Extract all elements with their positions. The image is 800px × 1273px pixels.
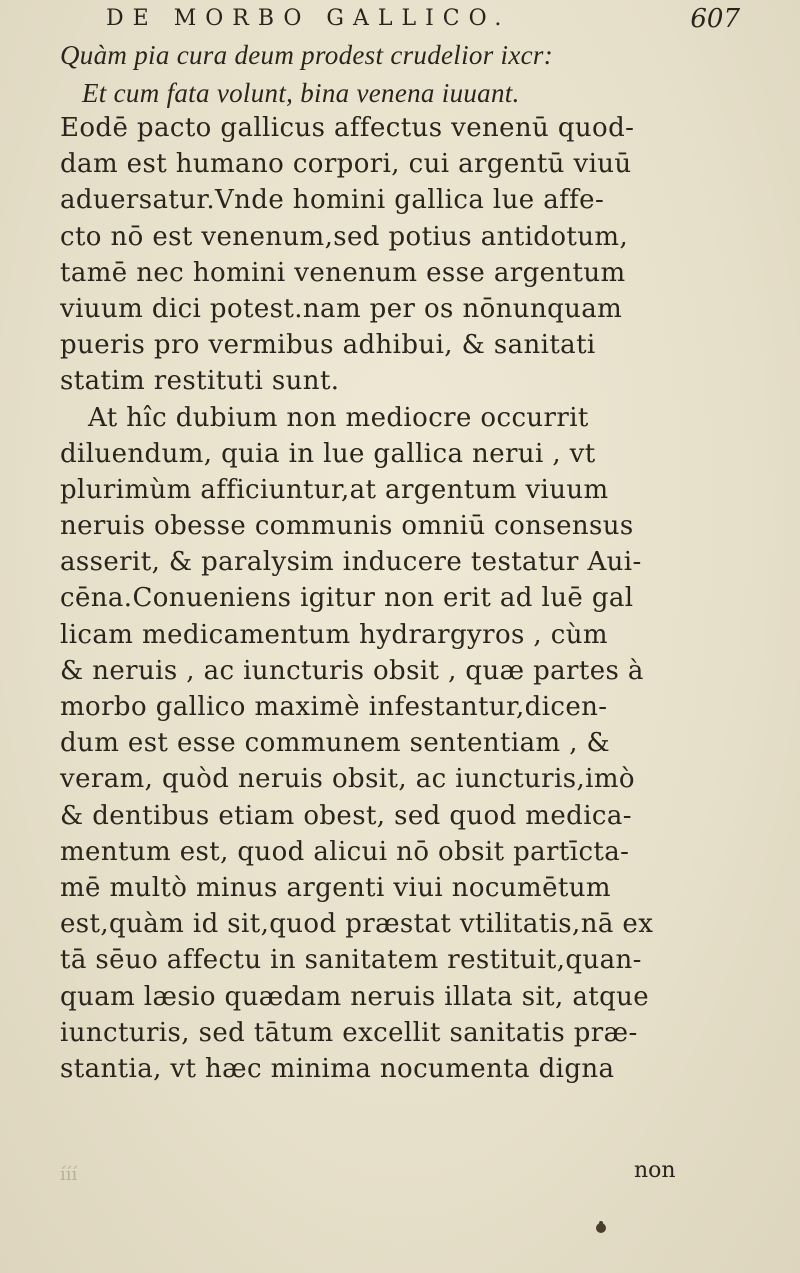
verse-line-1: Quàm pia cura deum prodest crudelior ixcr: bbox=[60, 40, 554, 70]
text-line: cto nō est venenum,sed potius antidotum, bbox=[60, 221, 629, 252]
text-line: statim restituti sunt. bbox=[60, 366, 340, 397]
text-line: cēna.Conueniens igitur non erit ad luē gal bbox=[60, 583, 634, 614]
text-line: iuncturis, sed tātum excellit sanitatis præ- bbox=[60, 1017, 638, 1048]
text-line: & neruis , ac iuncturis obsit , quæ partes à bbox=[60, 655, 644, 686]
text-line: Eodē pacto gallicus affectus venenū quod- bbox=[60, 113, 635, 143]
text-line: viuum dici potest.nam per os nōnunquam bbox=[60, 293, 623, 324]
text-line: mentum est, quod alicui nō obsit partīcta- bbox=[60, 836, 630, 867]
text-line: At hîc dubium non mediocre occurrit bbox=[88, 402, 589, 433]
text-line: veram, quòd neruis obsit, ac iuncturis,imò bbox=[60, 764, 635, 795]
body-text bbox=[60, 110, 750, 1087]
text-line: quam læsio quædam neruis illata sit, atque bbox=[60, 981, 650, 1012]
text-line: morbo gallico maximè infestantur,dicen- bbox=[60, 692, 608, 722]
text-line: neruis obesse communis omniū consensus bbox=[60, 511, 634, 542]
text-line: & dentibus etiam obest, sed quod medica- bbox=[60, 800, 632, 831]
text-line: mē multò minus argenti viui nocumētum bbox=[60, 872, 611, 903]
ink-blot-ornament-icon bbox=[593, 1220, 609, 1236]
text-line: plurimùm afficiuntur,at argentum viuum bbox=[60, 474, 609, 505]
page-header bbox=[60, 4, 740, 38]
running-title: DE MORBO GALLICO. bbox=[106, 6, 511, 31]
text-line: dum est esse communem sententiam , & bbox=[60, 728, 611, 759]
text-line: pueris pro vermibus adhibui, & sanitati bbox=[60, 330, 596, 361]
text-line: aduersatur.Vnde homini gallica lue affe- bbox=[60, 185, 605, 216]
text-line: tamē nec homini venenum esse argentum bbox=[60, 257, 626, 288]
text-line: stantia, vt hæc minima nocumenta digna bbox=[60, 1053, 615, 1084]
text-line: tā sēuo affectu in sanitatem restituit,quan- bbox=[60, 945, 642, 976]
page-number: 607 bbox=[690, 4, 740, 34]
catchword: non bbox=[634, 1158, 676, 1183]
text-line: est,quàm id sit,quod præstat vtilitatis,nā ex bbox=[60, 909, 654, 940]
text-line: dam est humano corpori, cui argentū viuū bbox=[60, 149, 632, 180]
text-line: diluendum, quia in lue gallica nerui , vt bbox=[60, 438, 596, 469]
verse-line-2: Et cum fata volunt, bina venena iuuant. bbox=[82, 78, 520, 108]
text-line: asserit, & paralysim inducere testatur Aui- bbox=[60, 547, 642, 578]
signature-mark: ííí bbox=[60, 1164, 78, 1185]
text-line: licam medicamentum hydrargyros , cùm bbox=[60, 619, 608, 650]
